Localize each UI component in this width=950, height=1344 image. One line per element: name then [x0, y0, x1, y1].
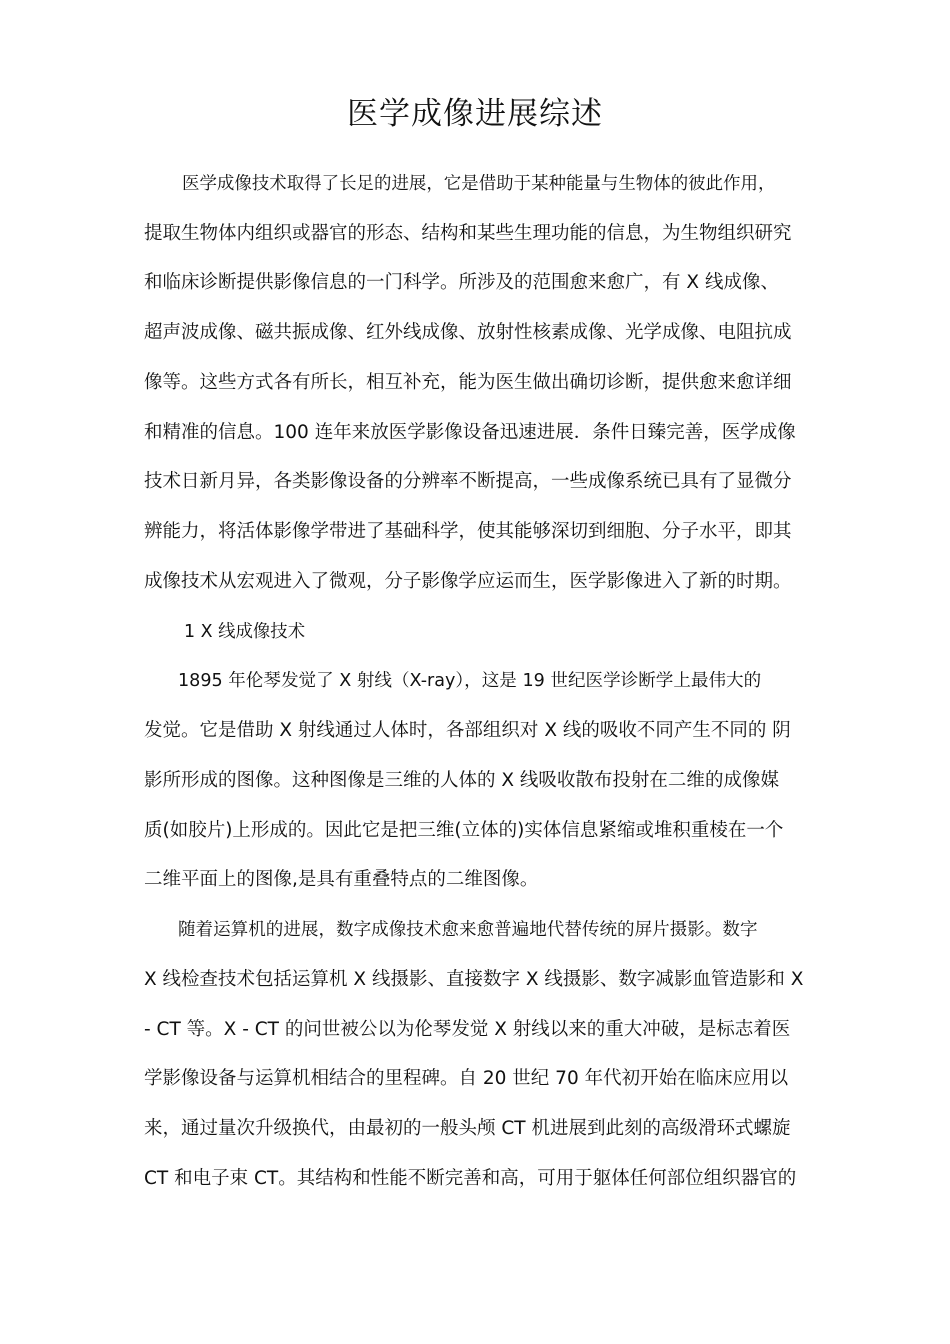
- paragraph1-line: 超声波成像、磁共振成像、红外线成像、放射性核素成像、光学成像、电阻抗成: [144, 322, 792, 343]
- paragraph2-line: 发觉。它是借助 X 射线通过人体时，各部组织对 X 线的吸收不同产生不同的 阴: [144, 720, 791, 741]
- paragraph1-line: 像等。这些方式各有所长，相互补充，能为医生做出确切诊断，提供愈来愈详细: [144, 372, 792, 393]
- document-title: 医学成像进展综述: [347, 96, 603, 132]
- paragraph3-line: 随着运算机的进展，数字成像技术愈来愈普遍地代替传统的屏片摄影。数字: [178, 920, 758, 940]
- paragraph1-line: 技术日新月异，各类影像设备的分辨率不断提高，一些成像系统已具有了显微分: [144, 471, 792, 492]
- paragraph1-line: 医学成像技术取得了长足的进展，它是借助于某种能量与生物体的彼此作用，: [182, 174, 776, 194]
- paragraph1-line: 成像技术从宏观进入了微观，分子影像学应运而生，医学影像进入了新的时期。: [144, 571, 792, 592]
- paragraph1-line: 辨能力，将活体影像学带进了基础科学，使其能够深切到细胞、分子水平，即其: [144, 521, 792, 542]
- paragraph1-line: 和临床诊断提供影像信息的一门科学。所涉及的范围愈来愈广，有 X 线成像、: [144, 272, 779, 293]
- paragraph3-line: 来，通过量次升级换代，由最初的一般头颅 CT 机进展到此刻的高级滑环式螺旋: [144, 1118, 791, 1139]
- paragraph2-line: 二维平面上的图像,是具有重叠特点的二维图像。: [144, 869, 539, 890]
- paragraph3-line: - CT 等。X - CT 的问世被公以为伦琴发觉 X 射线以来的重大冲破，是标志着医: [144, 1019, 791, 1040]
- paragraph3-line: CT 和电子束 CT。其结构和性能不断完善和高，可用于躯体任何部位组织器官的: [144, 1168, 797, 1189]
- paragraph2-line: 质(如胶片)上形成的。因此它是把三维(立体的)实体信息紧缩或堆积重棱在一个: [144, 820, 784, 841]
- section-heading: 1 X 线成像技术: [184, 622, 306, 642]
- paragraph3-line: X 线检查技术包括运算机 X 线摄影、直接数字 X 线摄影、数字减影血管造影和 X: [144, 969, 804, 990]
- paragraph3-line: 学影像设备与运算机相结合的里程碑。自 20 世纪 70 年代初开始在临床应用以: [144, 1068, 789, 1089]
- paragraph1-line: 和精准的信息。100 连年来放医学影像设备迅速进展．条件日臻完善，医学成像: [144, 422, 796, 443]
- paragraph2-line: 1895 年伦琴发觉了 X 射线（X-ray），这是 19 世纪医学诊断学上最伟大的: [178, 671, 762, 691]
- paragraph1-line: 提取生物体内组织或器官的形态、结构和某些生理功能的信息，为生物组织研究: [144, 223, 792, 244]
- paragraph2-line: 影所形成的图像。这种图像是三维的人体的 X 线吸收散布投射在二维的成像媒: [144, 770, 779, 791]
